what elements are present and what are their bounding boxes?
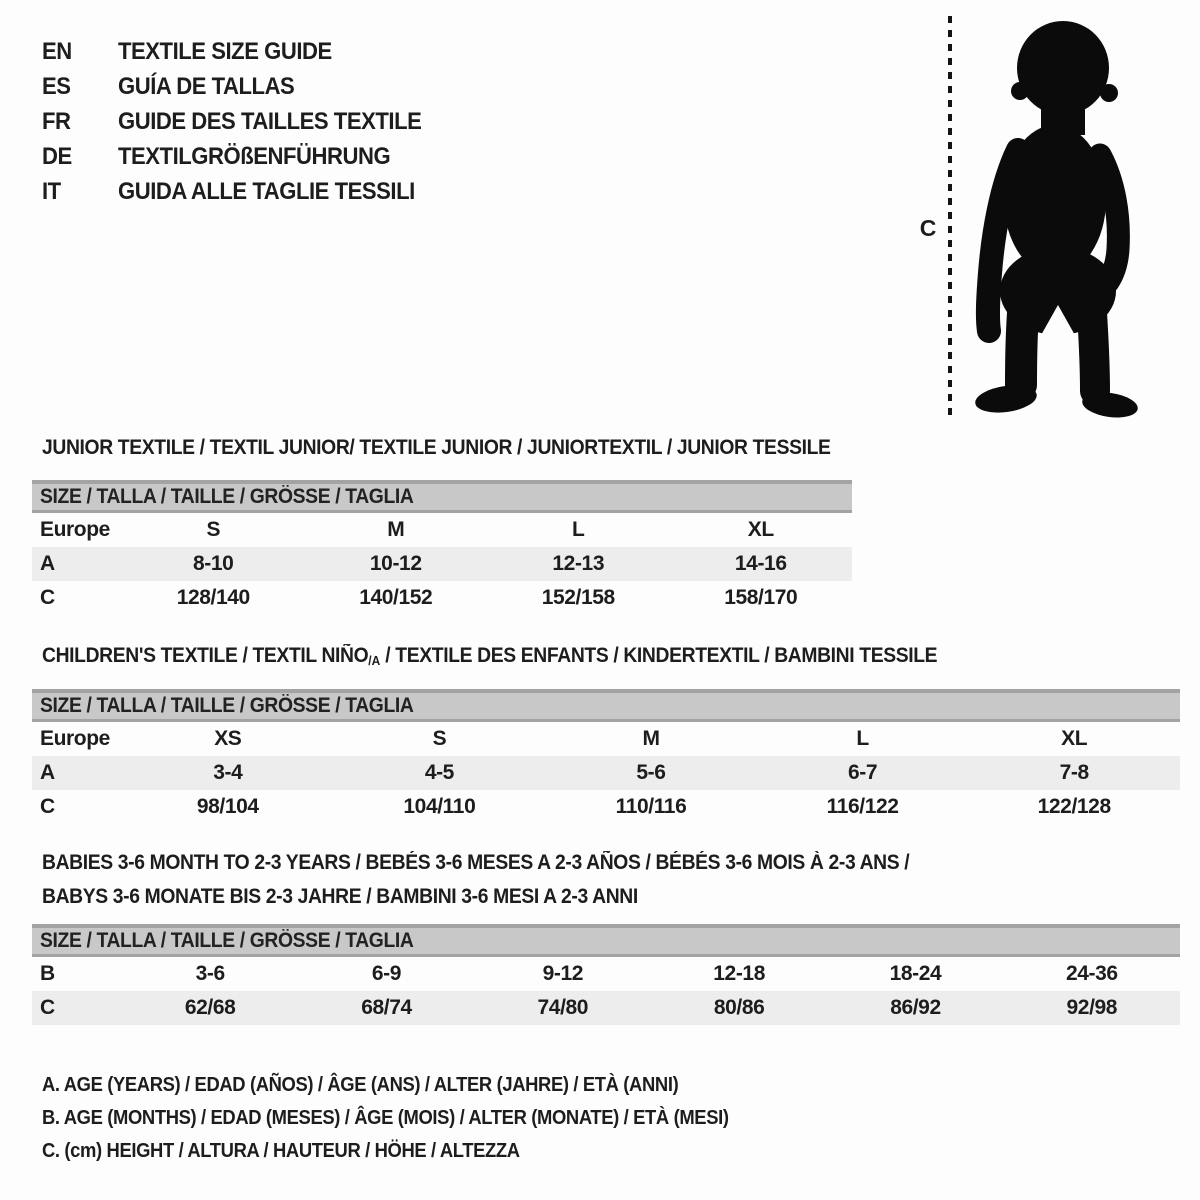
- lang-title-en: TEXTILE SIZE GUIDE: [118, 37, 332, 65]
- table-cell: 110/116: [615, 795, 687, 818]
- row-label: A: [40, 552, 55, 575]
- table-cell: 9-12: [542, 962, 584, 985]
- table-cell: L: [856, 727, 869, 750]
- table-cell: 7-8: [1059, 761, 1089, 784]
- lang-row-it: [42, 174, 448, 209]
- lang-code-en: EN: [42, 37, 72, 65]
- row-label: C: [40, 795, 55, 818]
- lang-row-es: [42, 69, 448, 104]
- table-cell: 14-16: [734, 552, 787, 575]
- size-header-label: SIZE / TALLA / TAILLE / GRÖSSE / TAGLIA: [40, 929, 414, 952]
- table-cell: 140/152: [359, 586, 433, 609]
- lang-row-en: [42, 34, 448, 69]
- table-cell: 4-5: [424, 761, 454, 784]
- table-cell: 10-12: [369, 552, 422, 575]
- table-row: [32, 513, 852, 547]
- children-table-header: [32, 689, 1180, 722]
- legend-line-a: A. AGE (YEARS) / EDAD (AÑOS) / ÂGE (ANS) / ALTER (JAHRE) / ETÀ (ANNI): [42, 1074, 679, 1096]
- children-title-prefix: CHILDREN'S TEXTILE / TEXTIL NIÑO: [42, 644, 369, 667]
- table-cell: M: [642, 727, 660, 750]
- junior-size-table: [32, 480, 852, 615]
- size-header-label: SIZE / TALLA / TAILLE / GRÖSSE / TAGLIA: [40, 694, 414, 717]
- table-cell: 3-4: [213, 761, 243, 784]
- table-cell: 116/122: [826, 795, 899, 818]
- table-cell: XS: [214, 727, 242, 750]
- table-row: [32, 756, 1180, 790]
- table-cell: M: [387, 518, 405, 541]
- table-cell: 12-13: [552, 552, 605, 575]
- measure-label-c: C: [919, 215, 937, 241]
- children-size-table: [32, 689, 1180, 824]
- table-cell: S: [432, 727, 447, 750]
- table-cell: 24-36: [1065, 962, 1118, 985]
- table-cell: 92/98: [1066, 996, 1118, 1019]
- table-cell: 68/74: [361, 996, 412, 1019]
- babies-size-table: [32, 924, 1180, 1025]
- lang-code-fr: FR: [42, 107, 71, 135]
- table-cell: 62/68: [184, 996, 236, 1019]
- table-cell: 152/158: [541, 586, 615, 609]
- table-cell: 80/86: [713, 996, 765, 1019]
- table-cell: 5-6: [636, 761, 666, 784]
- table-cell: S: [206, 518, 221, 541]
- table-cell: 158/170: [724, 586, 798, 609]
- table-row: [32, 722, 1180, 756]
- lang-code-de: DE: [42, 142, 72, 170]
- table-cell: 98/104: [196, 795, 259, 818]
- row-label: Europe: [40, 727, 110, 750]
- children-title-suffix: / TEXTILE DES ENFANTS / KINDERTEXTIL / BAMBINI TESSILE: [380, 644, 938, 667]
- babies-table-header: [32, 924, 1180, 957]
- lang-title-it: GUIDA ALLE TAGLIE TESSILI: [118, 177, 415, 205]
- table-cell: 86/92: [890, 996, 941, 1019]
- measurement-legend: [42, 1069, 788, 1168]
- table-cell: 74/80: [537, 996, 589, 1019]
- size-header-label: SIZE / TALLA / TAILLE / GRÖSSE / TAGLIA: [40, 485, 414, 508]
- table-row: [32, 957, 1180, 991]
- table-cell: 8-10: [193, 552, 234, 575]
- table-cell: 122/128: [1037, 795, 1111, 818]
- lang-row-fr: [42, 104, 448, 139]
- table-cell: 3-6: [195, 962, 225, 985]
- row-label: A: [40, 761, 55, 784]
- legend-line-b: B. AGE (MONTHS) / EDAD (MESES) / ÂGE (MOIS) / ALTER (MONATE) / ETÀ (MESI): [42, 1107, 729, 1129]
- row-label: C: [40, 586, 55, 609]
- table-cell: 6-9: [371, 962, 402, 985]
- junior-section-title: JUNIOR TEXTILE / TEXTIL JUNIOR/ TEXTILE JUNIOR / JUNIORTEXTIL / JUNIOR TESSILE: [42, 436, 831, 459]
- lang-code-it: IT: [42, 177, 61, 205]
- table-cell: 6-7: [848, 761, 878, 784]
- table-cell: 104/110: [403, 795, 476, 818]
- table-row: [32, 581, 852, 615]
- children-title-sub: /A: [368, 652, 381, 668]
- table-row: [32, 991, 1180, 1025]
- children-section-title: [42, 644, 937, 668]
- row-label: C: [40, 996, 55, 1019]
- lang-code-es: ES: [42, 72, 71, 100]
- lang-title-de: TEXTILGRÖßENFÜHRUNG: [118, 142, 391, 170]
- junior-table-header: [32, 480, 852, 513]
- row-label: Europe: [40, 518, 110, 541]
- table-cell: XL: [747, 518, 774, 541]
- row-label: B: [40, 962, 55, 985]
- table-row: [32, 790, 1180, 824]
- toddler-silhouette-icon: [963, 14, 1140, 420]
- language-header: [42, 34, 448, 209]
- table-cell: XL: [1061, 727, 1088, 750]
- lang-row-de: [42, 139, 448, 174]
- height-measure-dotted-line: [948, 16, 952, 416]
- lang-title-fr: GUIDE DES TAILLES TEXTILE: [118, 107, 422, 135]
- table-row: [32, 547, 852, 581]
- table-cell: 18-24: [889, 962, 942, 985]
- table-cell: 12-18: [713, 962, 765, 985]
- table-cell: L: [572, 518, 585, 541]
- babies-section-title-line2: BABYS 3-6 MONATE BIS 2-3 JAHRE / BAMBINI 3-6 MESI A 2-3 ANNI: [42, 885, 638, 908]
- legend-line-c: C. (cm) HEIGHT / ALTURA / HAUTEUR / HÖHE / ALTEZZA: [42, 1140, 520, 1162]
- lang-title-es: GUÍA DE TALLAS: [118, 72, 295, 100]
- babies-section-title-line1: BABIES 3-6 MONTH TO 2-3 YEARS / BEBÉS 3-6 MESES A 2-3 AÑOS / BÉBÉS 3-6 MOIS À 2-3 ANS /: [42, 851, 910, 874]
- table-cell: 128/140: [176, 586, 250, 609]
